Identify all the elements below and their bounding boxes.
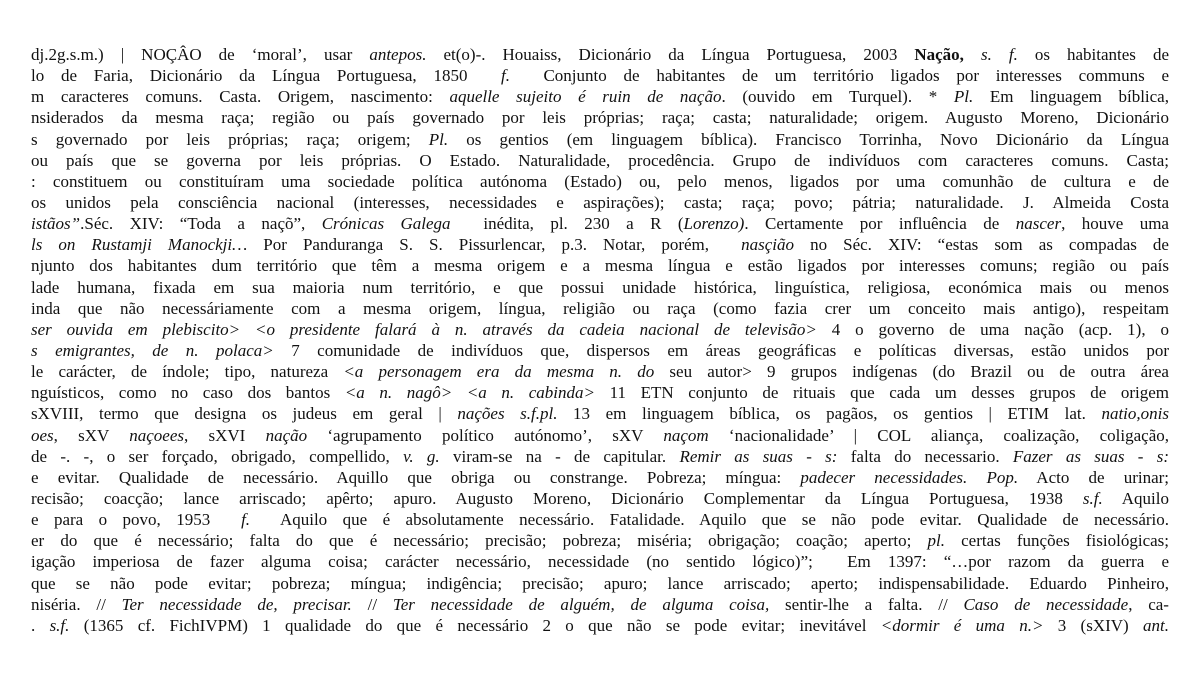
text-segment: .Séc. XIV: “Toda a naçõ”, <box>80 214 322 234</box>
text-segment: s emigrantes, de n. polaca> <box>31 340 274 360</box>
text-line <box>31 129 1169 150</box>
text-segment: 7 comunidade de indivíduos que, dispersos em áreas geográficas e políticas diversas, estão unidos por <box>273 340 1169 360</box>
text-segment: ant. <box>1143 615 1169 635</box>
text-line <box>31 446 1169 467</box>
text-segment: , sXV <box>53 425 130 445</box>
text-line <box>31 65 1169 86</box>
text-segment: inda que não necessáriamente com a mesma origem, língua, religião ou raça (como fazia crer um conceito mais antigo), respeitam <box>31 298 1169 318</box>
text-line <box>31 277 1169 298</box>
text-segment: Crónicas Galega <box>321 214 451 234</box>
text-line <box>31 107 1169 128</box>
text-segment: natio,onis <box>1101 404 1169 424</box>
text-line <box>31 298 1169 319</box>
text-line <box>31 171 1169 192</box>
text-segment: Nação, <box>914 45 964 64</box>
text-line <box>31 615 1169 636</box>
text-segment: <a personagem era da mesma n. do <box>343 362 655 382</box>
text-line <box>31 255 1169 276</box>
text-segment: m caracteres comuns. Casta. Origem, nascimento: <box>31 87 450 107</box>
text-segment: nsiderados da mesma raça; região ou país governado por leis próprias; raça; casta; naturalidade; origem. Augusto Moreno, Dicionário <box>31 108 1169 128</box>
text-segment <box>964 45 981 64</box>
text-segment: 4 o governo de uma nação (acp. 1), o <box>816 319 1169 339</box>
text-segment: sXVIII, termo que designa os judeus em geral | <box>31 404 458 424</box>
text-segment: nações s.f.pl. <box>457 404 558 424</box>
text-segment: os gentios (em linguagem bíblica). Francisco Torrinha, Novo Dicionário da Língua <box>448 129 1169 149</box>
text-segment: Pl. <box>953 87 974 107</box>
text-segment: // <box>351 594 393 614</box>
text-segment: <a n. nagô> <a n. cabinda> <box>344 383 595 403</box>
text-line <box>31 573 1169 594</box>
text-line <box>31 86 1169 107</box>
text-line <box>31 509 1169 530</box>
text-segment: istãos” <box>31 214 81 234</box>
text-segment: viram-se na - de capitular. <box>439 446 680 466</box>
text-segment: er do que é necessário; falta do que é necessário; precisão; pobreza; miséria; obrigação; coação; aperto; <box>31 531 928 551</box>
text-line <box>31 213 1169 234</box>
text-segment: f. <box>241 510 251 530</box>
text-segment: le carácter, de índole; tipo, natureza <box>31 362 344 382</box>
text-segment: v. g. <box>403 446 440 466</box>
text-segment: falta do necessario. <box>837 446 1013 466</box>
text-segment: njunto dos habitantes dum território que têm a mesma origem e a mesma língua e estão ligados por interesses comuns; região ou país <box>31 256 1169 276</box>
text-segment: . (ouvido em Turquel). * <box>721 87 954 107</box>
text-line <box>31 488 1169 509</box>
text-segment: e para o povo, 1953 <box>31 510 242 530</box>
text-segment: 11 ETN conjunto de rituais que cada um desses grupos de origem <box>595 383 1169 403</box>
text-segment: nasçião <box>741 235 795 255</box>
text-segment: f. <box>500 66 510 86</box>
text-segment: sentir-lhe a falta. // <box>769 594 964 614</box>
text-line <box>31 425 1169 446</box>
text-segment: nascer <box>1015 214 1062 234</box>
text-line <box>31 319 1169 340</box>
text-segment: Aquilo que é absolutamente necessário. Fatalidade. Aquilo que se não pode evitar. Qualidade de necessário. <box>250 510 1169 530</box>
text-line <box>31 382 1169 403</box>
text-segment: Ter necessidade de alguém, de alguma coisa, <box>392 594 770 614</box>
text-segment: s. f. <box>980 45 1018 64</box>
text-segment: oes <box>31 425 54 445</box>
text-segment: . <box>31 615 50 635</box>
text-segment: s.f. <box>1082 488 1103 508</box>
text-segment: Em linguagem bíblica, <box>973 87 1169 107</box>
text-segment: recisão; coacção; lance arriscado; apêrto; apuro. Augusto Moreno, Dicionário Complementar da Língua Portuguesa, 1938 <box>31 488 1083 508</box>
text-segment: 13 em linguagem bíblica, os pagãos, os gentios | ETIM lat. <box>557 404 1102 424</box>
text-segment: (1365 cf. FichIVPM) 1 qualidade do que é necessário 2 o que não se pode evitar; inevitável <box>69 615 881 635</box>
text-segment: pl. <box>927 531 945 551</box>
text-segment: Caso de necessidade <box>963 594 1129 614</box>
text-segment: ou país que se governa por leis próprias. O Estado. Naturalidade, procedência. Grupo de indivíduos com caracteres comuns. Casta; <box>31 150 1169 170</box>
text-segment: dj.2g.s.m.) | NOÇÂO de ‘moral’, usar <box>31 45 370 64</box>
text-segment: et(o)-. Houaiss, Dicionário da Língua Portuguesa, 2003 <box>426 45 915 64</box>
text-segment: : constituem ou constituíram uma sociedade política autónoma (Estado) ou, pelo menos, ligados por uma comunhão de cultura e de <box>31 171 1169 191</box>
text-segment: 3 (sXIV) <box>1043 615 1144 635</box>
text-segment: s governado por leis próprias; raça; origem; <box>31 129 429 149</box>
text-line <box>31 594 1169 615</box>
text-segment: antepos. <box>369 45 427 64</box>
text-segment: , sXVI <box>184 425 266 445</box>
text-segment: s.f. <box>49 615 70 635</box>
text-segment: Ter necessidade de, precisar. <box>121 594 352 614</box>
text-segment: Aquilo <box>1102 488 1169 508</box>
text-segment: Acto de urinar; <box>1018 467 1169 487</box>
text-segment: nguísticos, como no caso dos bantos <box>31 383 345 403</box>
text-segment: seu autor> 9 grupos indígenas (do Brazil ou de outra área <box>654 362 1169 382</box>
text-line <box>31 403 1169 424</box>
text-segment: Remir as suas - s: <box>679 446 838 466</box>
text-segment: Conjunto de habitantes de um território ligados por interesses communs e <box>509 66 1169 86</box>
text-segment: e evitar. Qualidade de necessário. Aquillo que obriga ou constrange. Pobreza; míngua: <box>31 467 801 487</box>
text-segment: os habitantes de <box>1017 45 1169 64</box>
text-segment: Por Panduranga S. S. Pissurlencar, p.3. Notar, porém, <box>247 235 742 255</box>
text-segment: lade humana, fixada em sua maioria num território, e que possui unidade histórica, linguística, religiosa, económica mais ou menos <box>31 277 1169 297</box>
text-segment: Fazer as suas - s: <box>1012 446 1169 466</box>
text-segment: Lorenzo) <box>683 214 745 234</box>
text-segment: , houve uma <box>1061 214 1169 234</box>
text-segment: ser ouvida em plebiscito> <o presidente falará à n. através da cadeia nacional de televisão> <box>31 319 817 339</box>
text-segment: inédita, pl. 230 a R ( <box>450 214 684 234</box>
text-segment: <dormir é uma n.> <box>880 615 1044 635</box>
text-segment: de -. -, o ser forçado, obrigado, compellido, <box>31 446 404 466</box>
text-line <box>31 340 1169 361</box>
text-line <box>31 234 1169 255</box>
text-segment: ‘agrupamento político autónomo’, sXV <box>307 425 664 445</box>
text-segment: certas funções fisiológicas; <box>944 531 1169 551</box>
text-segment: . Certamente por influência de <box>744 214 1016 234</box>
text-line <box>31 467 1169 488</box>
text-segment: padecer necessidades. Pop. <box>800 467 1019 487</box>
text-segment: no Séc. XIV: “estas som as compadas de <box>794 235 1169 255</box>
text-segment: aquelle sujeito é ruin de nação <box>449 87 722 107</box>
text-line <box>31 192 1169 213</box>
text-line <box>31 530 1169 551</box>
text-line <box>31 361 1169 382</box>
text-segment: que se não pode evitar; pobreza; míngua; indigência; precisão; apuro; lance arriscado; aperto; indispensabilidade. Eduardo Pinheiro, <box>31 573 1169 593</box>
text-segment: ‘nacionalidade’ | COL aliança, coalização, coligação, <box>708 425 1169 445</box>
text-line <box>31 150 1169 171</box>
text-segment: , ca- <box>1128 594 1169 614</box>
text-segment: lo de Faria, Dicionário da Língua Portuguesa, 1850 <box>31 66 501 86</box>
text-line <box>31 551 1169 572</box>
text-segment: naçom <box>663 425 709 445</box>
text-segment: Pl. <box>428 129 449 149</box>
text-segment: naçoees <box>129 425 185 445</box>
text-segment: igação imperiosa de fazer alguma coisa; carácter necessário, necessidade (no sentido lógico)”; Em 1397: “…por razom da guerra e <box>31 552 1169 572</box>
text-line <box>31 44 1169 65</box>
text-segment: nação <box>265 425 308 445</box>
text-segment: ls on Rustamji Manockji… <box>31 235 248 255</box>
text-segment: os unidos pela consciência nacional (interesses, necessidades e aspirações); casta; raça; povo; pátria; naturalidade. J. Almeida Costa <box>31 192 1169 212</box>
text-segment: niséria. // <box>31 594 122 614</box>
document-text <box>31 44 1169 636</box>
